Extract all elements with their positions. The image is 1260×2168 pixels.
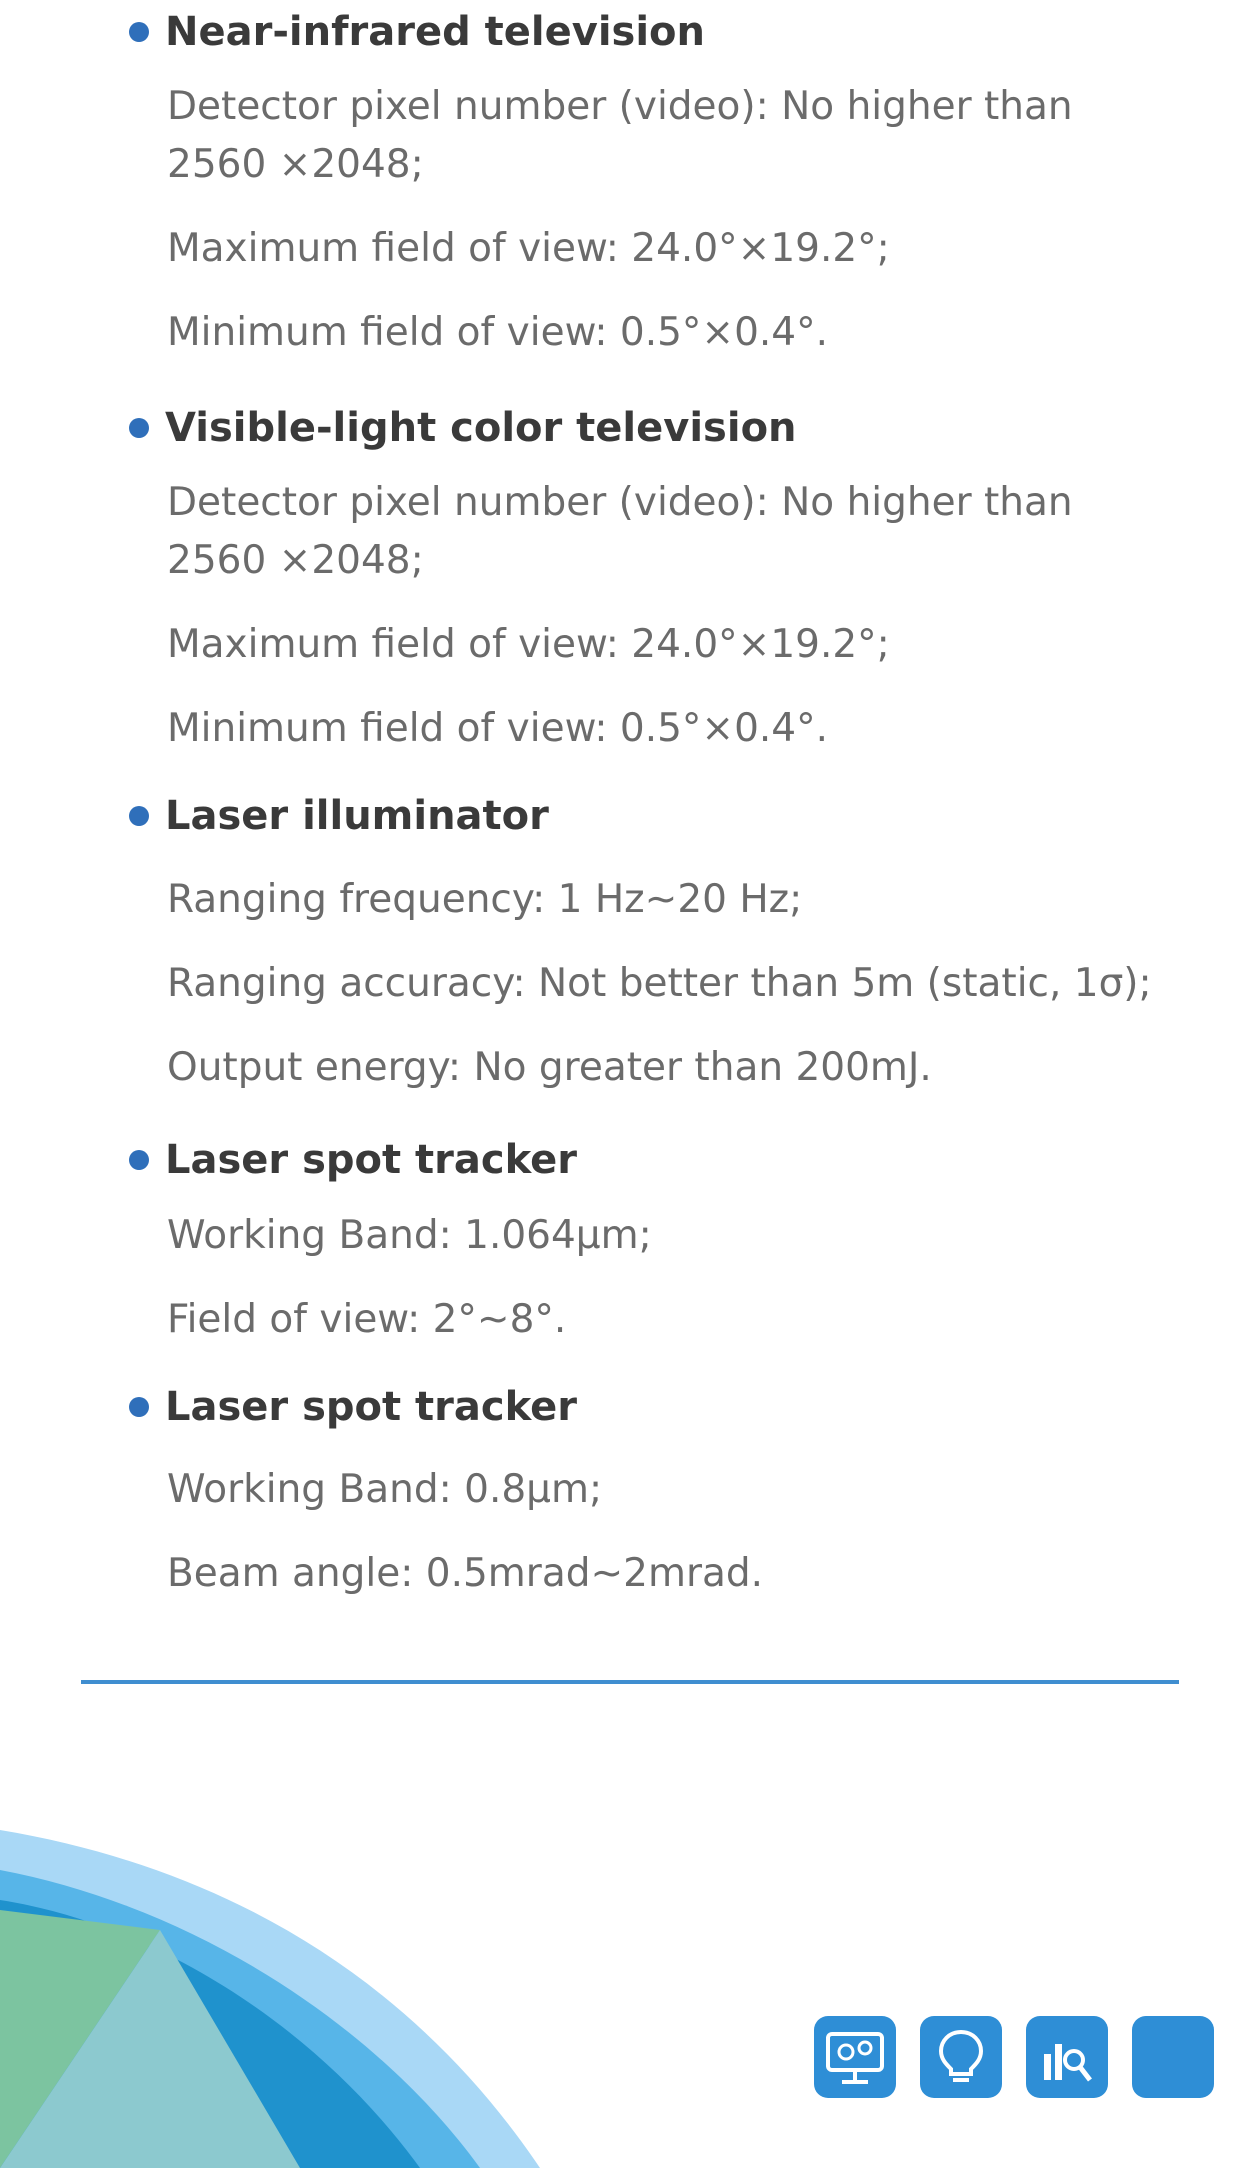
section-heading-visible-light: Visible-light color television xyxy=(165,405,797,451)
spec-line: Detector pixel number (video): No higher than 2560 ×2048; xyxy=(167,480,1073,583)
decorative-wave xyxy=(0,1800,700,2168)
section-divider xyxy=(81,1680,1179,1684)
monitor-gear-icon[interactable] xyxy=(814,2016,896,2098)
section-heading-near-infrared: Near-infrared television xyxy=(165,9,705,55)
blank-tile-icon[interactable] xyxy=(1132,2016,1214,2098)
section-heading-laser-illuminator: Laser illuminator xyxy=(165,793,549,839)
bullet-dot xyxy=(129,22,149,42)
spec-line: Beam angle: 0.5mrad~2mrad. xyxy=(167,1551,764,1596)
spec-line: Maximum field of view: 24.0°×19.2°; xyxy=(167,622,890,667)
bullet-dot xyxy=(129,418,149,438)
section-heading-laser-spot-tracker: Laser spot tracker xyxy=(165,1137,577,1183)
spec-line: Minimum field of view: 0.5°×0.4°. xyxy=(167,310,829,355)
spec-line: Output energy: No greater than 200mJ. xyxy=(167,1045,932,1090)
spec-line: Field of view: 2°~8°. xyxy=(167,1297,567,1342)
spec-line: Working Band: 1.064μm; xyxy=(167,1213,652,1258)
bullet-dot xyxy=(129,1397,149,1417)
spec-line: Working Band: 0.8μm; xyxy=(167,1467,603,1512)
spec-line: Minimum field of view: 0.5°×0.4°. xyxy=(167,706,829,751)
spec-line: Detector pixel number (video): No higher than 2560 ×2048; xyxy=(167,84,1073,187)
lightbulb-icon[interactable] xyxy=(920,2016,1002,2098)
spec-line: Ranging accuracy: Not better than 5m (static, 1σ); xyxy=(167,961,1152,1006)
bullet-dot xyxy=(129,1150,149,1170)
bullet-dot xyxy=(129,806,149,826)
spec-line: Ranging frequency: 1 Hz~20 Hz; xyxy=(167,877,803,922)
spec-line: Maximum field of view: 24.0°×19.2°; xyxy=(167,226,890,271)
chart-search-icon[interactable] xyxy=(1026,2016,1108,2098)
section-heading-laser-spot-tracker-2: Laser spot tracker xyxy=(165,1384,577,1430)
